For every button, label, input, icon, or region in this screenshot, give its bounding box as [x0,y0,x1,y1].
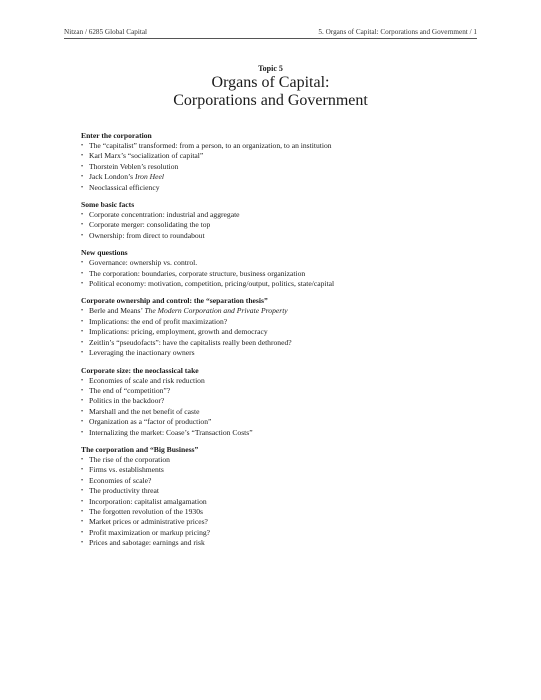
bullet-text: Jack London’s [89,172,135,182]
book-title: The Modern Corporation and Private Property [144,306,288,316]
bullet-item: • The “capitalist” transformed: from a person, to an organization, to an institution [81,141,481,151]
header-course: Nitzan / 6285 Global Capital [64,28,148,36]
page-title-line-1: Organs of Capital: [211,74,330,91]
bullet-item: • The corporation: boundaries, corporate structure, business organization [81,269,481,279]
bullet-item: • Incorporation: capitalist amalgamation [81,497,481,507]
bullet-item [81,306,481,316]
page-title-line-2: Corporations and Government [173,92,368,109]
bullet-item: • Corporate merger: consolidating the top [81,220,481,230]
bullet-item: • Market prices or administrative prices? [81,517,481,527]
bullet-item: • Ownership: from direct to roundabout [81,231,481,241]
bullet-item: • Organization as a “factor of production” [81,417,481,427]
bullet-item: • Economies of scale and risk reduction [81,376,481,386]
bullet-item: • Internalizing the market: Coase’s “Transaction Costs” [81,428,481,438]
section-heading: Some basic facts [81,200,135,210]
outline-section [81,248,481,289]
bullet-item [81,172,481,182]
bullet-list [81,306,481,358]
bullet-item: • Profit maximization or markup pricing? [81,528,481,538]
bullet-item: • Politics in the backdoor? [81,396,481,406]
bullet-item: • Governance: ownership vs. control. [81,258,481,268]
topic-label: Topic 5 [258,64,283,73]
outline-section [81,296,481,358]
bullet-item: • Marshall and the net benefit of caste [81,407,481,417]
bullet-item: • Thorstein Veblen’s resolution [81,162,481,172]
bullet-item: • Karl Marx’s “socialization of capital” [81,151,481,161]
bullet-item: • Firms vs. establishments [81,465,481,475]
outline-section [81,131,481,193]
header-page-info: 5. Organs of Capital: Corporations and Government / 1 [318,28,477,36]
section-heading: The corporation and “Big Business” [81,444,199,454]
title-block [0,64,541,110]
bullet-item: • Implications: pricing, employment, growth and democracy [81,327,481,337]
bullet-item: • Zeitlin’s “pseudofacts”: have the capitalists really been dethroned? [81,338,481,348]
bullet-item: • The end of “competition”? [81,386,481,396]
bullet-list [81,455,481,549]
section-heading: New questions [81,248,128,258]
bullet-item: • The rise of the corporation [81,455,481,465]
bullet-list [81,141,481,193]
book-title: Iron Heel [134,172,165,182]
outline-content [81,131,481,556]
section-heading: Enter the corporation [81,131,152,140]
bullet-item: • Leveraging the inactionary owners [81,348,481,358]
bullet-item: • Political economy: motivation, competition, pricing/output, politics, state/capital [81,279,481,289]
bullet-list [81,258,481,289]
bullet-item: • Prices and sabotage: earnings and risk [81,538,481,548]
bullet-item: • Corporate concentration: industrial and aggregate [81,210,481,220]
section-heading: Corporate ownership and control: the “separation thesis” [81,296,268,306]
bullet-text: Berle and Means’ [89,306,145,316]
bullet-list [81,210,481,241]
bullet-list [81,376,481,438]
bullet-item: • Economies of scale? [81,476,481,486]
outline-section [81,445,481,549]
section-heading: Corporate size: the neoclassical take [81,365,199,375]
bullet-item: • Neoclassical efficiency [81,183,481,193]
bullet-item: • The forgotten revolution of the 1930s [81,507,481,517]
bullet-item: • The productivity threat [81,486,481,496]
outline-section [81,200,481,241]
bullet-item: • Implications: the end of profit maximization? [81,317,481,327]
page-header [64,28,477,39]
outline-section [81,366,481,438]
